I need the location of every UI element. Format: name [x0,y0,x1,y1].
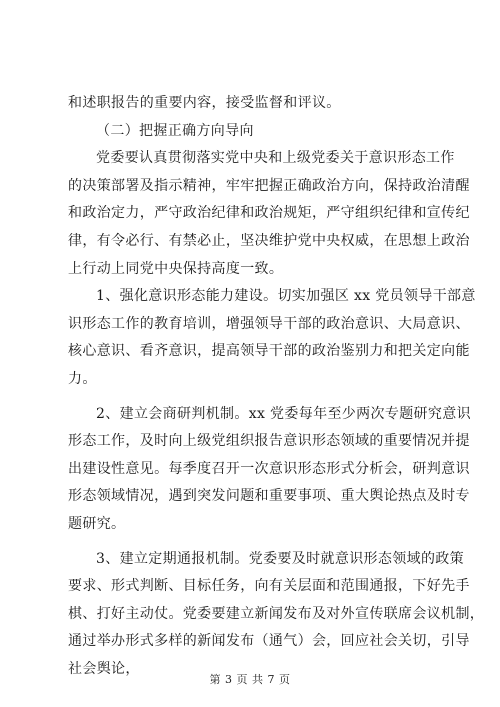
text-line: 要求、形式判断、目标任务，向有关层面和范围通报，下好先手 [68,578,470,595]
text-line: 通过举办形式多样的新闻发布（通气）会，回应社会关切，引导 [68,633,470,650]
text-line: 棋、打好主动仗。党委要建立新闻发布及对外宣传联席会议机制， [68,605,485,622]
text-line: 2、建立会商研判机制。xx 党委每年至少两次专题研究意识 [96,405,471,422]
text-line: 力。 [68,370,97,387]
paragraph-gap [68,394,436,401]
text-line: 形态领域情况，遇到突发问题和重要事项、重大舆论热点及时专 [68,488,470,505]
page-number-footer: 第 3 页 共 7 页 [209,673,291,686]
text-line: 3、建立定期通报机制。党委要及时就意识形态领域的政策 [96,550,465,567]
document-body [68,90,485,683]
text-line: 1、强化意识形态能力建设。切实加强区 xx 党员领导干部意 [96,288,476,305]
text-line: 题研究。 [68,515,126,532]
text-line: 出建设性意见。每季度召开一次意识形态形式分析会，研判意识 [68,460,470,477]
text-line: 社会舆论， [68,660,140,677]
text-line: 识形态工作的教育培训，增强领导干部的政治意识、大局意识、 [68,315,470,332]
text-line: 核心意识、看齐意识，提高领导干部的政治鉴别力和把关定向能 [68,343,470,360]
text-line: 上行动上同党中央保持高度一致。 [68,260,284,277]
paragraph-gap [68,539,436,546]
section-heading: （二）把握正确方向导向 [96,122,254,139]
text-line: 的决策部署及指示精神，牢牢把握正确政治方向，保持政治清醒 [68,177,470,194]
text-line: 和政治定力，严守政治纪律和政治规矩，严守组织纪律和宣传纪 [68,205,470,222]
text-line: 律，有令必行、有禁必止，坚决维护党中央权威，在思想上政治 [68,232,470,249]
text-line: 形态工作，及时向上级党组织报告意识形态领域的重要情况并提 [68,433,470,450]
text-line: 党委要认真贯彻落实党中央和上级党委关于意识形态工作 [96,150,455,167]
text-line: 和述职报告的重要内容，接受监督和评议。 [68,95,341,111]
